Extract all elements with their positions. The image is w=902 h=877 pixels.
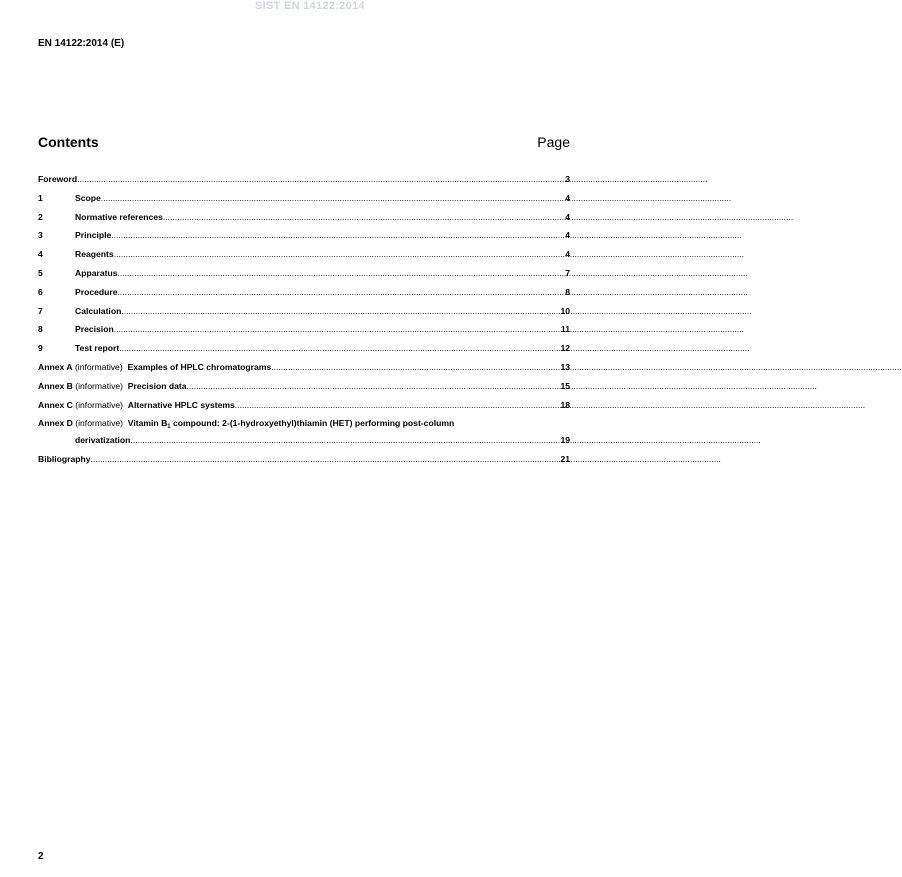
- annex-label: Annex B: [38, 380, 73, 391]
- toc-entry-annex-a[interactable]: [38, 362, 570, 373]
- toc-leader: [91, 454, 561, 465]
- toc-entry-page: 10: [560, 305, 570, 316]
- annex-d-title-subscript: 1: [167, 424, 171, 431]
- page-number: 2: [38, 851, 44, 862]
- toc-leader: [114, 249, 566, 260]
- document-id: EN 14122:2014 (E): [38, 38, 125, 49]
- page-column-heading: Page: [537, 134, 570, 150]
- toc-entry-title: Calculation: [75, 305, 122, 316]
- toc-entry-page: 12: [560, 343, 570, 354]
- toc-entry-number: 4: [38, 249, 43, 260]
- toc-entry-title: Reagents: [75, 249, 114, 260]
- watermark: SIST EN 14122:2014: [255, 0, 365, 12]
- annex-type: (informative): [75, 399, 124, 410]
- toc-entry-page: 8: [565, 286, 570, 297]
- toc-entry-page: 13: [560, 361, 570, 372]
- toc-entry-title: Principle: [75, 230, 112, 241]
- toc-entry-title: Precision data: [127, 380, 187, 391]
- toc-entry-title: Examples of HPLC chromatograms: [127, 361, 272, 372]
- toc-entry-normative-references[interactable]: [38, 212, 570, 223]
- toc-entry-calculation[interactable]: [38, 306, 570, 317]
- annex-label: Annex C: [38, 399, 73, 410]
- toc-entry-page: 21: [560, 454, 570, 465]
- toc-entry-annex-d[interactable]: [38, 418, 570, 446]
- table-of-contents: [38, 174, 570, 473]
- toc-entry-page: 4: [565, 249, 570, 260]
- toc-entry-title: Apparatus: [75, 267, 118, 278]
- toc-leader: [118, 268, 566, 279]
- toc-leader: [111, 230, 565, 241]
- toc-entry-page: 19: [560, 435, 570, 446]
- contents-heading: Contents: [38, 134, 99, 150]
- toc-entry-title: Foreword: [38, 174, 78, 184]
- annex-d-first-line: [38, 418, 570, 433]
- toc-leader: [235, 400, 561, 411]
- toc-leader: [101, 193, 565, 204]
- toc-entry-annex-c[interactable]: [38, 400, 570, 411]
- annex-d-title-line2: derivatization: [75, 435, 131, 446]
- toc-entry-page: 7: [565, 267, 570, 278]
- toc-entry-title: Precision: [75, 324, 114, 335]
- toc-entry-title: Scope: [75, 192, 101, 203]
- toc-leader: [271, 362, 560, 373]
- toc-entry-apparatus[interactable]: [38, 268, 570, 279]
- toc-entry-annex-b[interactable]: [38, 381, 570, 392]
- toc-entry-title: Alternative HPLC systems: [127, 399, 235, 410]
- toc-entry-number: 8: [38, 324, 43, 335]
- toc-entry-title: Normative references: [75, 211, 163, 222]
- toc-entry-title: Test report: [75, 343, 120, 354]
- toc-entry-number: 6: [38, 286, 43, 297]
- annex-type: (informative): [75, 418, 124, 429]
- toc-entry-page: 4: [565, 192, 570, 203]
- toc-leader: [163, 212, 565, 223]
- toc-entry-title: Procedure: [75, 286, 118, 297]
- toc-entry-principle[interactable]: [38, 230, 570, 241]
- annex-type: (informative): [75, 380, 124, 391]
- toc-leader: [121, 306, 560, 317]
- annex-label: Annex A: [38, 361, 73, 372]
- toc-entry-number: 3: [38, 230, 43, 241]
- toc-entry-number: 1: [38, 192, 43, 203]
- toc-entry-page: 3: [565, 174, 570, 184]
- toc-entry-page: 4: [565, 211, 570, 222]
- toc-leader: [77, 174, 565, 185]
- toc-leader: [130, 435, 560, 446]
- toc-leader: [114, 324, 561, 335]
- toc-entry-number: 9: [38, 343, 43, 354]
- toc-entry-bibliography[interactable]: [38, 454, 570, 465]
- toc-entry-reagents[interactable]: [38, 249, 570, 260]
- toc-entry-procedure[interactable]: [38, 287, 570, 298]
- annex-d-second-line: [38, 435, 570, 446]
- toc-leader: [119, 343, 560, 354]
- annex-label: Annex D: [38, 418, 73, 429]
- toc-entry-test-report[interactable]: [38, 343, 570, 354]
- annex-d-title-part2: compound: 2-(1-hydroxyethyl)thiamin (HET) performing post-column: [170, 418, 455, 429]
- toc-entry-title: Bibliography: [38, 454, 91, 465]
- toc-entry-scope[interactable]: [38, 193, 570, 204]
- toc-entry-foreword[interactable]: [38, 174, 570, 185]
- toc-entry-page: 18: [560, 399, 570, 410]
- toc-entry-number: 2: [38, 211, 43, 222]
- annex-d-title-part1: Vitamin B: [127, 418, 168, 429]
- toc-entry-page: 11: [560, 324, 570, 335]
- toc-entry-page: 4: [565, 230, 570, 241]
- toc-entry-precision[interactable]: [38, 324, 570, 335]
- annex-type: (informative): [74, 361, 123, 372]
- toc-entry-number: 5: [38, 267, 43, 278]
- toc-leader: [187, 381, 561, 392]
- toc-entry-number: 7: [38, 305, 43, 316]
- toc-entry-page: 15: [560, 380, 570, 391]
- toc-leader: [118, 287, 566, 298]
